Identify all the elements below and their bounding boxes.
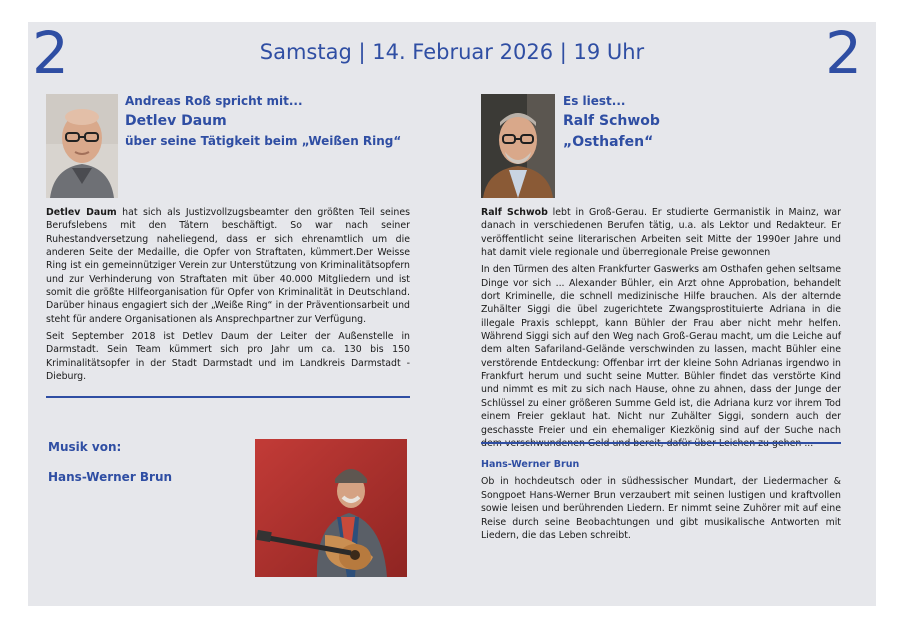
music-artist-name: Hans-Werner Brun bbox=[48, 470, 173, 484]
right-bio-text1: lebt in Groß-Gerau. Er studierte Germanistik in Mainz, war danach in verschiedenen Berufen tätig, u.a. als Lektor und Redakteur. Er veröffentlicht seine literarischen Arbeiten seit Mitte der 1990er Jahre und hat damit viele regionale und überregionale Preise gewonnen bbox=[481, 207, 841, 259]
right-intro-line1: Es liest... bbox=[563, 94, 626, 108]
right-bio-para1 bbox=[481, 206, 841, 259]
event-date-heading: Samstag | 14. Februar 2026 | 19 Uhr bbox=[259, 40, 645, 64]
right-intro-line3: „Osthafen“ bbox=[563, 134, 654, 151]
left-bio bbox=[46, 206, 410, 387]
right-music-para: Ob in hochdeutsch oder in südhessischer Mundart, der Liedermacher & Songpoet Hans-Werner Brun verzaubert mit seinen lustigen und kraftvollen sowie leisen und berührenden Liedern. Er nimmt seine Zuhörer mit auf eine Reise durch seine Beobachtungen und gibt musikalische Antworten mit Liedern, die das Leben schreibt. bbox=[481, 476, 841, 541]
left-bio-text1: hat sich als Justizvollzugsbeamter den größten Teil seines Berufslebens mit den Tätern beschäftigt. So war nach seiner Ruhestandversetzung naheliegend, dass er sich ehrenamtlich um die anderen Seite der Medaille, die Opfer von Straftaten, kümmert.Der Weisse Ring ist ein gemeinnütziger Verein zur Unterstützung von Kriminalitätsopfern und zur Verhinderung von Straftaten mit über 40.000 Mitgliedern und ist somit die größte Hilfeorganisation für Opfer von Kriminalität in Deutschland. Darüber hinaus engagiert sich der „Weiße Ring“ in der Präventionsarbeit und steht für andere Organisationen als Ansprechpartner zur Verfügung. bbox=[46, 207, 410, 325]
music-label: Musik von: bbox=[48, 440, 122, 454]
right-intro bbox=[563, 92, 863, 154]
left-intro-name: Detlev Daum bbox=[125, 112, 227, 129]
left-intro-line1: Andreas Roß spricht mit... bbox=[125, 94, 303, 108]
right-bio-name: Ralf Schwob bbox=[481, 207, 548, 218]
left-bio-para2: Seit September 2018 ist Detlev Daum der Leiter der Außenstelle in Darmstadt. Sein Team kümmert sich pro Jahr um ca. 130 bis 150 Kriminalitätsopfer in der Stadt Darmstadt und im Landkreis Darmstadt - Dieburg. bbox=[46, 331, 410, 383]
right-divider bbox=[481, 442, 841, 444]
page-number-left: 2 bbox=[32, 19, 69, 87]
hans-werner-brun-photo bbox=[255, 439, 407, 577]
page-number-right: 2 bbox=[825, 19, 862, 87]
left-bio-name: Detlev Daum bbox=[46, 207, 117, 218]
detlev-daum-photo bbox=[46, 94, 118, 198]
program-page bbox=[28, 19, 876, 606]
left-intro-line3: über seine Tätigkeit beim „Weißen Ring“ bbox=[125, 134, 402, 149]
right-music-block bbox=[481, 458, 841, 546]
right-bio-para2: In den Türmen des alten Frankfurter Gaswerks am Osthafen gehen seltsame Dinge vor sich ... Alexander Bühler, ein Arzt ohne Approbation, behandelt dort Kriminelle, die schnell medizinische Hilfe brauchen. Als der alternde Zuhälter Siggi die übel zugerichtete Zwangsprostituierte Adriana in die illegale Praxis schleppt, kann Bühler der Frau aber nicht mehr helfen. Während Siggi sich auf den Weg nach Groß-Gerau macht, um die Leiche auf dem alten Safariland-Gelände verschwinden zu lassen, macht Bühler eine verstörende Entdeckung: Offenbar irrt der kleine Sohn Adrianas irgendwo in Frankfurt herum und sucht seine Mutter. Bühler findet das verstörte Kind und nimmt es mit zu sich nach Hause, ohne zu ahnen, dass der Junge der Schlüssel zu einer größeren Summe Geld ist, die Adriana kurz vor ihrem Tod einem Freier geklaut hat. Nicht nur Zuhälter Siggi, sondern auch der geschasste Freier und ein ehemaliger Kiezkönig sind auf der Suche nach bbox=[481, 264, 841, 436]
ralf-schwob-photo bbox=[481, 94, 555, 198]
left-intro bbox=[125, 92, 425, 151]
right-intro-name: Ralf Schwob bbox=[563, 112, 660, 129]
right-bio bbox=[481, 206, 841, 454]
left-divider bbox=[46, 396, 410, 398]
left-bio-para1 bbox=[46, 206, 410, 326]
right-music-heading: Hans-Werner Brun bbox=[481, 459, 580, 470]
